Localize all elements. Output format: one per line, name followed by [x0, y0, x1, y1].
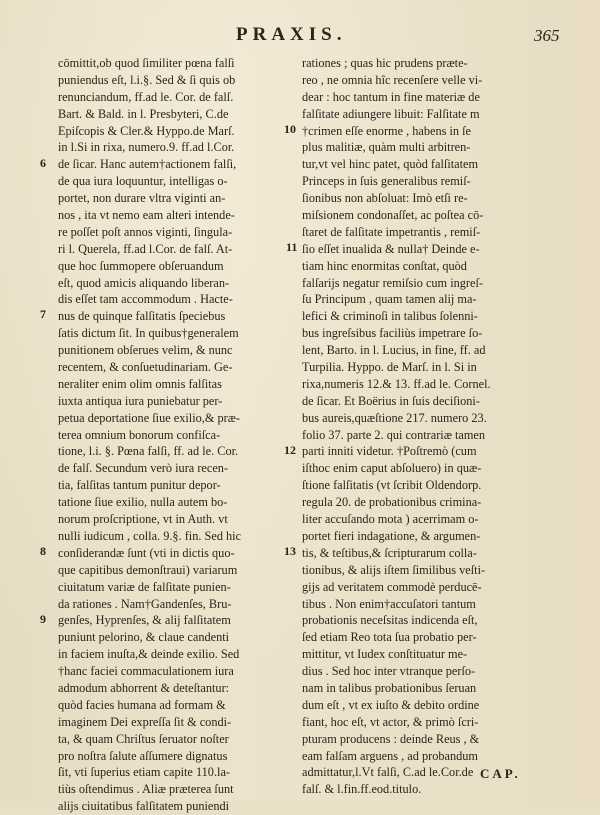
text-line: de falſ. Secundum verò iura recen- [58, 461, 229, 476]
text-line: nos , ita vt nemo eam alteri intende- [58, 208, 235, 223]
text-line: puniunt pelorino, & claue candenti [58, 630, 230, 645]
text-line: regula 20. de probationibus crimina- [302, 495, 482, 510]
text-line: norum proſcriptione, vt in Auth. vt [58, 512, 228, 527]
text-line: tione, l.i. §. Pœna falſi, ff. ad le. Cor. [58, 444, 239, 459]
text-line: ſio eſſet inualida & nulla† Deinde e- [302, 241, 480, 256]
marginal-number: 13 [284, 544, 296, 558]
marginal-number: 9 [40, 612, 46, 626]
text-line: tiam hinc enormitas conſtat, quòd [302, 258, 467, 273]
text-line: portet, non durare vltra viginti an- [58, 191, 226, 206]
text-line: dear : hoc tantum in fine materiæ de [302, 89, 480, 104]
text-line: tionibus, & alijs iſtem ſimilibus veſti- [302, 562, 486, 577]
text-line: falſarijs negatur remiſsio cum ingreſ- [302, 275, 483, 290]
text-line: miſsionem condonaſſet, ac poſtea cō- [302, 208, 484, 223]
text-line: bus ingreſsibus faciliùs impetrare ſo- [302, 326, 483, 341]
text-line: conſiderandæ ſunt (vti in dictis quo- [58, 545, 235, 560]
marginal-number: 11 [286, 240, 298, 254]
marginal-number: 12 [284, 443, 296, 457]
text-line: portet fieri indagatione, & argumen- [302, 528, 481, 543]
text-line: da rationes . Nam†Gandenſes, Bru- [58, 596, 232, 611]
text-line: lefici & criminoſi in talibus ſolenni- [302, 309, 478, 324]
text-line: cōmittit,ob quod ſimiliter pœna falſi [58, 56, 235, 70]
text-line: ciuitatum variæ de falſitate punien- [58, 579, 231, 594]
text-line: lent, Barto. in l. Lucius, in fine, ff. ad [302, 343, 486, 358]
text-line: parti inniti videtur. †Poſtremò (cum [302, 444, 477, 459]
text-line: pro noſtra ſalute aſſumere dignatus [58, 748, 228, 763]
text-line: petua deportatione ſiue exilio,& præ- [58, 410, 241, 425]
marginal-number: 6 [40, 156, 46, 170]
text-line: dis eſſet tam accommodum . Hacte- [58, 292, 233, 307]
text-line: probationis neceſsitas indicenda eſt, [302, 613, 478, 628]
text-line: iuxta antiqua iura puniebatur per- [58, 393, 223, 408]
text-line: gijs ad veritatem commodè perducē- [302, 579, 482, 594]
text-line: rixa,numeris 12.& 13. ff.ad le. Cornel. [302, 376, 491, 391]
marginal-number: 8 [40, 544, 46, 558]
text-line: ſu Principum , quam tamen alij ma- [302, 292, 477, 307]
text-line: plus malitiæ, quàm multi arbitren- [302, 140, 471, 155]
text-line: neraliter enim olim omnis falſitas [58, 376, 222, 391]
text-line: dum eſt , vt ex iuſto & debito ordine [302, 697, 480, 712]
text-line: nus de quinque falſitatis ſpeciebus [58, 309, 226, 324]
text-line: ſatis dictum ſit. In quibus†generalem [58, 326, 239, 341]
text-line: mittitur, vt Iudex conſtituatur me- [302, 647, 468, 662]
text-line: tia, falſitas tantum punitur depor- [58, 478, 221, 493]
text-line: ſit, vti ſuperius etiam capite 110.la- [58, 765, 230, 780]
text-line: admittatur,l.Vt falſi, C.ad le.Cor.de [302, 765, 474, 780]
text-line: ſed etiam Reo tota ſua probatio per- [302, 630, 477, 645]
text-line: tis, & teſtibus,& ſcripturarum colla- [302, 545, 477, 560]
text-line: ſionibus non abſoluat: Imò etſi re- [302, 191, 468, 206]
text-line: falſ. & l.fin.ff.eod.titulo. [302, 782, 422, 797]
running-head [0, 20, 600, 46]
text-line: admodum abhorrent & deteſtantur: [58, 680, 230, 695]
text-line: recentem, & conſuetudinariam. Ge- [58, 360, 233, 375]
text-line: nulli iudicum , colla. 9.§. fin. Sed hic [58, 528, 242, 543]
text-line: pturam producens : deinde Reus , & [302, 731, 480, 746]
text-line: imaginem Dei expreſſa ſit & condi- [58, 714, 232, 729]
text-line: dius . Sed hoc inter vtranque perſo- [302, 664, 476, 679]
text-line: in l.Si in rixa, numero.9. ff.ad l.Cor. [58, 140, 235, 155]
text-line: genſes, Hyprenſes, & alij falſitatem [58, 613, 231, 628]
text-line: †crimen eſſe enorme , habens in ſe [302, 123, 472, 138]
text-line: in faciem inuſta,& deinde exilio. Sed [58, 647, 240, 662]
text-line: de ſicar. Et Boërius in ſuis deciſioni- [302, 393, 480, 408]
text-line: de ſicar. Hanc autem†actionem falſi, [58, 157, 237, 172]
text-line: folio 37. parte 2. qui contrariæ tamen [302, 427, 486, 442]
text-line: tatione ſiue exilio, nulla autem bo- [58, 495, 228, 510]
text-line: punitionem obſerues velim, & nunc [58, 343, 233, 358]
text-line: tur,vt vel hinc patet, quòd falſitatem [302, 157, 479, 172]
text-line: fiant, hoc eſt, vt actor, & primò ſcri- [302, 714, 479, 729]
text-line: Turpilia. Hyppo. de Marſ. in l. Si in [302, 360, 477, 375]
text-line: liter accuſando mota ) acerrimam o- [302, 512, 479, 527]
text-line: ta, & quam Chriſtus ſeruator noſter [58, 731, 229, 746]
text-line: bus aureis,quæſtione 217. numero 23. [302, 410, 487, 425]
text-line: Epiſcopis & Cler.& Hyppo.de Marſ. [58, 123, 235, 138]
page-number: 365 [534, 26, 560, 45]
left-column [58, 55, 290, 815]
running-title: PRAXIS. [236, 24, 347, 45]
text-line: †hanc faciei commaculationem iura [58, 664, 234, 679]
right-column [302, 55, 554, 798]
text-line: iſthoc enim caput abſoluero) in quæ- [302, 461, 482, 476]
text-line: reo , ne omnia hîc recenſere velle vi- [302, 72, 483, 87]
catchword: CAP. [480, 766, 521, 781]
text-line: que capitibus demonſtraui) variarum [58, 562, 238, 577]
text-line: Princeps in ſuis generalibus remiſ- [302, 174, 471, 189]
text-line: de qua iura loquuntur, intelligas o- [58, 174, 228, 189]
text-line: ſtione falſitatis (vt ſcribit Oldendorp. [302, 478, 482, 493]
text-line: renunciandum, ff.ad le. Cor. de falſ. [58, 89, 234, 104]
text-line: ſtaret de falſitate impetrantis , remiſ- [302, 224, 481, 239]
text-line: que hoc ſummopere obſeruandum [58, 258, 224, 273]
text-line: Bart. & Bald. in l. Presbyteri, C.de [58, 106, 229, 121]
text-line: nam in talibus probationibus ſeruan [302, 680, 477, 695]
text-line: eſt, quod amicis aliquando liberan- [58, 275, 230, 290]
marginal-number: 10 [284, 122, 296, 136]
text-line: tiùs oſtendimus . Aliæ præterea ſunt [58, 782, 234, 797]
marginal-number: 7 [40, 307, 46, 321]
text-line: falſitate adiungere libuit: Falſitate m [302, 106, 480, 121]
text-line: ri l. Querela, ff.ad l.Cor. de falſ. At- [58, 241, 233, 256]
text-line: rationes ; quas hic prudens præte- [302, 56, 468, 70]
text-line: quòd facies humana ad formam & [58, 697, 226, 712]
text-line: terea omnium bonorum confiſca- [58, 427, 221, 442]
text-line: alijs ciuitatibus falſitatem puniendi [58, 799, 230, 814]
text-line: puniendus eſt, l.i.§. Sed & ſi quis ob [58, 72, 236, 87]
text-line: tibus . Non enim†accuſatori tantum [302, 596, 476, 611]
text-line: eam falſam arguens , ad probandum [302, 748, 478, 763]
text-line: re poſſet poſt annos viginti, ſingula- [58, 224, 233, 239]
